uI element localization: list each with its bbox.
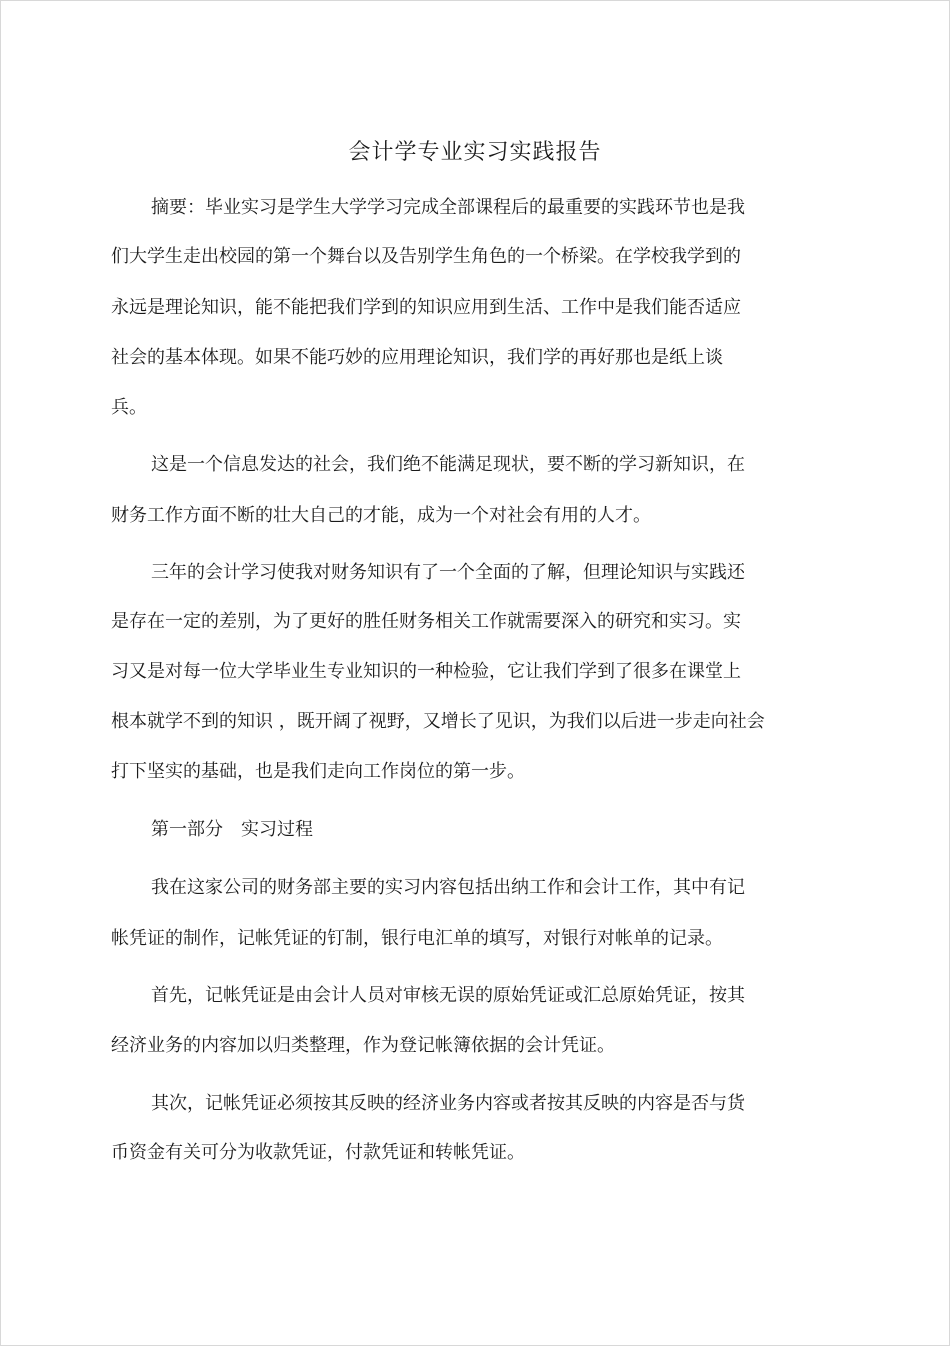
abstract-line: 社会的基本体现。如果不能巧妙的应用理论知识，我们学的再好那也是纸上谈 xyxy=(111,347,723,368)
paragraph-line: 币资金有关可分为收款凭证，付款凭证和转帐凭证。 xyxy=(111,1142,525,1163)
paragraph-line: 这是一个信息发达的社会，我们绝不能满足现状，要不断的学习新知识，在 xyxy=(151,454,745,475)
paragraph-line: 根本就学不到的知识 ，既开阔了视野，又增长了见识，为我们以后进一步走向社会 xyxy=(111,711,765,732)
paragraph-line: 首先，记帐凭证是由会计人员对审核无误的原始凭证或汇总原始凭证，按其 xyxy=(151,985,745,1006)
paragraph-line: 打下坚实的基础，也是我们走向工作岗位的第一步。 xyxy=(111,761,525,782)
paragraph-line: 三年的会计学习使我对财务知识有了一个全面的了解，但理论知识与实践还 xyxy=(151,562,745,583)
paragraph-line: 经济业务的内容加以归类整理，作为登记帐簿依据的会计凭证。 xyxy=(111,1035,615,1056)
paragraph-line: 我在这家公司的财务部主要的实习内容包括出纳工作和会计工作，其中有记 xyxy=(151,877,745,898)
paragraph-line: 帐凭证的制作，记帐凭证的钉制，银行电汇单的填写，对银行对帐单的记录。 xyxy=(111,928,723,949)
abstract-line: 兵。 xyxy=(111,397,147,418)
paragraph-line: 财务工作方面不断的壮大自己的才能，成为一个对社会有用的人才。 xyxy=(111,505,651,526)
section-heading: 第一部分 实习过程 xyxy=(151,819,313,840)
paragraph-line: 习又是对每一位大学毕业生专业知识的一种检验，它让我们学到了很多在课堂上 xyxy=(111,661,741,682)
abstract-line: 永远是理论知识，能不能把我们学到的知识应用到生活、工作中是我们能否适应 xyxy=(111,297,741,318)
abstract-line: 们大学生走出校园的第一个舞台以及告别学生角色的一个桥梁。在学校我学到的 xyxy=(111,246,741,267)
paragraph-line: 是存在一定的差别，为了更好的胜任财务相关工作就需要深入的研究和实习。实 xyxy=(111,611,741,632)
abstract-line: 摘要：毕业实习是学生大学学习完成全部课程后的最重要的实践环节也是我 xyxy=(151,197,745,218)
document-title: 会计学专业实习实践报告 xyxy=(348,140,602,165)
paragraph-line: 其次，记帐凭证必须按其反映的经济业务内容或者按其反映的内容是否与货 xyxy=(151,1093,745,1114)
